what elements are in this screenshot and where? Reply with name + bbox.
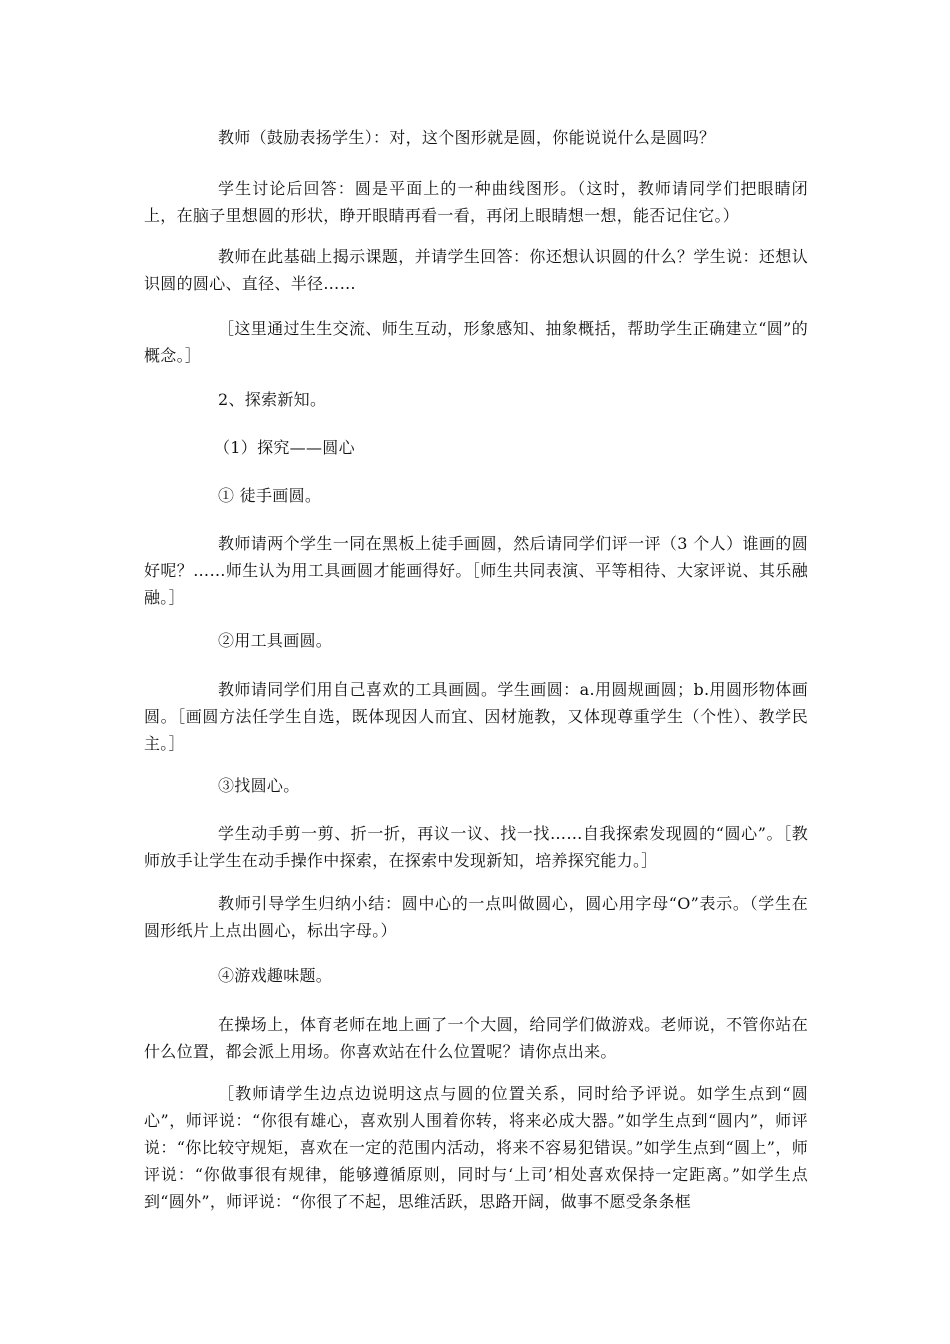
subsection-heading-center: （1）探究——圆心 bbox=[214, 438, 355, 457]
paragraph-concept-note: ［这里通过生生交流、师生互动，形象感知、抽象概括，帮助学生正确建立“圆”的概念。］ bbox=[144, 319, 808, 365]
step-heading-game: ④游戏趣味题。 bbox=[218, 966, 333, 985]
paragraph-position-comments: ［教师请学生边点边说明这点与圆的位置关系，同时给予评说。如学生点到“圆心”，师评说：“你很有雄心，喜欢别人围着你转，将来必成大器。”如学生点到“圆内”，师评说：“你比较守规矩，喜欢在一定的范围内活动，将来不容易犯错误。”如学生点到“圆上”，师评说：“你做事很有规律，能够遵循原则，同时与‘上司’相处喜欢保持一定距离。”如学生点到“圆外”，师评说：“你很了不起，思维活跃，思路开阔，做事不愿受条条框 bbox=[144, 1084, 808, 1211]
paragraph-summary: 教师引导学生归纳小结：圆中心的一点叫做圆心，圆心用字母“O”表示。（学生在圆形纸片上点出圆心，标出字母。） bbox=[144, 894, 808, 940]
paragraph-tool-drawing: 教师请同学们用自己喜欢的工具画圆。学生画圆：a.用圆规画圆；b.用圆形物体画圆。［画圆方法任学生自选，既体现因人而宜、因材施教，又体现尊重学生（个性）、教学民主。］ bbox=[144, 680, 808, 753]
paragraph-playground-game: 在操场上，体育老师在地上画了一个大圆，给同学们做游戏。老师说，不管你站在什么位置，都会派上用场。你喜欢站在什么位置呢？请你点出来。 bbox=[144, 1015, 808, 1061]
paragraph-topic-reveal: 教师在此基础上揭示课题，并请学生回答：你还想认识圆的什么？学生说：还想认识圆的圆心、直径、半径…… bbox=[144, 247, 808, 293]
paragraph-freehand-drawing: 教师请两个学生一同在黑板上徒手画圆，然后请同学们评一评（3 个人）谁画的圆好呢？……师生认为用工具画圆才能画得好。［师生共同表演、平等相待、大家评说、其乐融融。］ bbox=[144, 534, 808, 607]
section-heading-explore: 2、探索新知。 bbox=[218, 390, 327, 409]
step-heading-tools: ②用工具画圆。 bbox=[218, 631, 333, 650]
step-heading-freehand: ① 徒手画圆。 bbox=[218, 486, 322, 505]
paragraph-find-center: 学生动手剪一剪、折一折，再议一议、找一找……自我探索发现圆的“圆心”。［教师放手让学生在动手操作中探索，在探索中发现新知，培养探究能力。］ bbox=[144, 824, 808, 870]
paragraph-teacher-question: 教师（鼓励表扬学生）：对，这个图形就是圆，你能说说什么是圆吗？ bbox=[218, 128, 716, 147]
paragraph-student-answer: 学生讨论后回答：圆是平面上的一种曲线图形。（这时，教师请同学们把眼睛闭上，在脑子里想圆的形状，睁开眼睛再看一看，再闭上眼睛想一想，能否记住它。） bbox=[144, 179, 808, 225]
step-heading-find-center: ③找圆心。 bbox=[218, 776, 300, 795]
